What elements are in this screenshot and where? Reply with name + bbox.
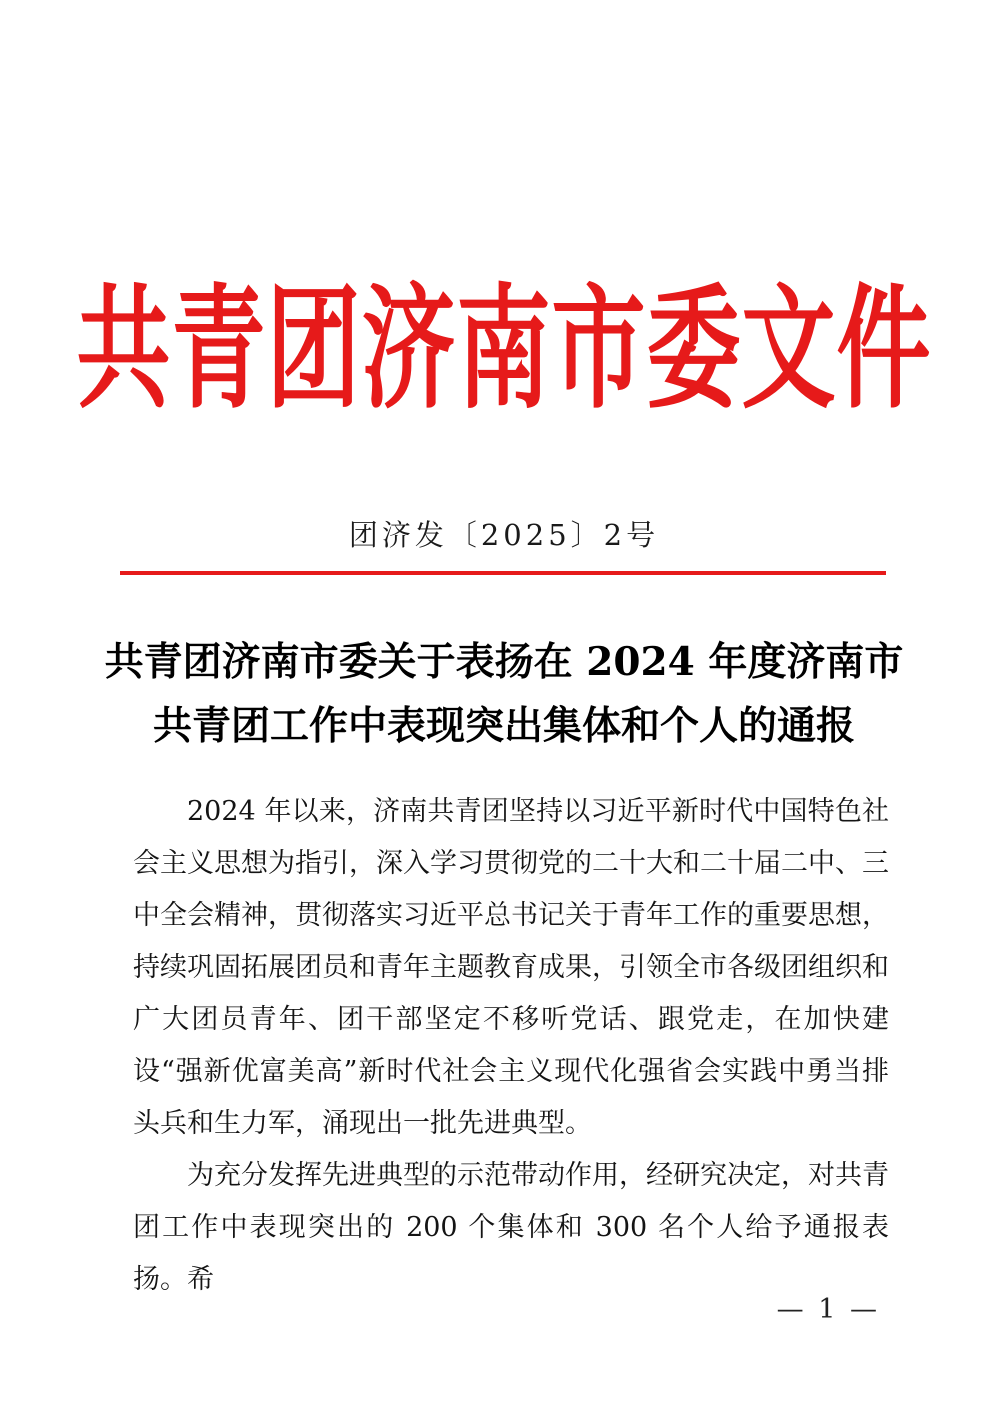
document-title-line-1: 共青团济南市委关于表扬在 2024 年度济南市 [104, 639, 904, 685]
page-number: — 1 — [776, 1294, 880, 1325]
document-body [133, 786, 889, 1306]
document-title-line-2: 共青团工作中表现突出集体和个人的通报 [152, 703, 855, 749]
body-paragraph-1: 2024 年以来，济南共青团坚持以习近平新时代中国特色社会主义思想为指引，深入学习贯彻党的二十大和二十届二中、三中全会精神，贯彻落实习近平总书记关于青年工作的重要思想，持续巩固拓展团员和青年主题教育成果，引领全市各级团组织和广大团员青年、团干部坚定不移听党话、跟党走，在加快建设“强新优富美高”新时代社会主义现代化强省会实践中勇当排头兵和生力军，涌现出一批先进典型。 [133, 796, 889, 1139]
body-paragraph-2: 为充分发挥先进典型的示范带动作用，经研究决定，对共青团工作中表现突出的 200 个集体和 300 名个人给予通报表扬。希 [133, 1160, 889, 1295]
document-number: 团济发〔2025〕2号 [348, 518, 660, 552]
red-divider-line [120, 571, 886, 575]
document-title [104, 630, 904, 758]
document-header-title: 共青团济南市委文件 [76, 271, 932, 428]
